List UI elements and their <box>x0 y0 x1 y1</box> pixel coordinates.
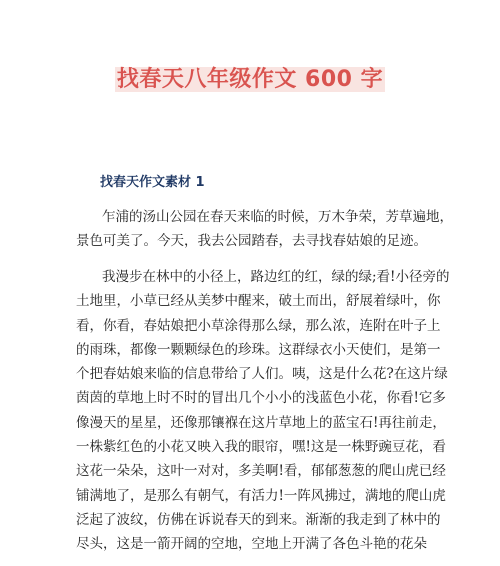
paragraph-line: 看，你看，春姑娘把小草涂得那么绿，那么浓，连附在叶子上 <box>76 317 441 334</box>
paragraph-line: 个把春姑娘来临的信息带给了人们。咦，这是什么花?在这片绿 <box>76 366 448 383</box>
paragraph-1 <box>76 205 453 254</box>
paragraph-line: 乍浦的汤山公园在春天来临的时候，万木争荣，芳草遍地， <box>102 209 453 225</box>
paragraph-line: 的雨珠，都像一颗颗绿色的珍珠。这群绿衣小天使们，是第一 <box>76 341 441 358</box>
paragraph-line: 我漫步在林中的小径上，路边红的红，绿的绿;看!小径旁的 <box>102 269 450 285</box>
paragraph-line: 土地里，小草已经从美梦中醒来，破土而出，舒展着绿叶，你 <box>76 293 441 310</box>
paragraph-line: 一株紫红色的小花又映入我的眼帘，嘿!这是一株野豌豆花，看 <box>76 439 446 456</box>
paragraph-2 <box>76 265 450 557</box>
section-heading: 找春天作文素材 1 <box>100 175 205 190</box>
document-title <box>0 64 500 96</box>
document-title-text: 找春天八年级作文 600 字 <box>116 67 384 92</box>
paragraph-line: 茵茵的草地上时不时的冒出几个小小的浅蓝色小花，你看!它多 <box>76 390 446 407</box>
paragraph-line: 这花一朵朵，这叶一对对，多美啊!看，郁郁葱葱的爬山虎已经 <box>76 463 446 480</box>
paragraph-line: 铺满地了，是那么有朝气，有活力!一阵风拂过，满地的爬山虎 <box>76 487 446 504</box>
paragraph-line: 尽头，这是一箭开阔的空地，空地上开满了各色斗艳的花朵 <box>76 536 427 553</box>
paragraph-line: 景色可美了。今天，我去公园踏春，去寻找春姑娘的足迹。 <box>76 233 427 250</box>
paragraph-line: 像漫天的星星，还像那镶褓在这片草地上的蓝宝石!再往前走， <box>76 414 446 431</box>
paragraph-line: 泛起了波纹，仿佛在诉说春天的到来。渐渐的我走到了林中的 <box>76 511 441 528</box>
